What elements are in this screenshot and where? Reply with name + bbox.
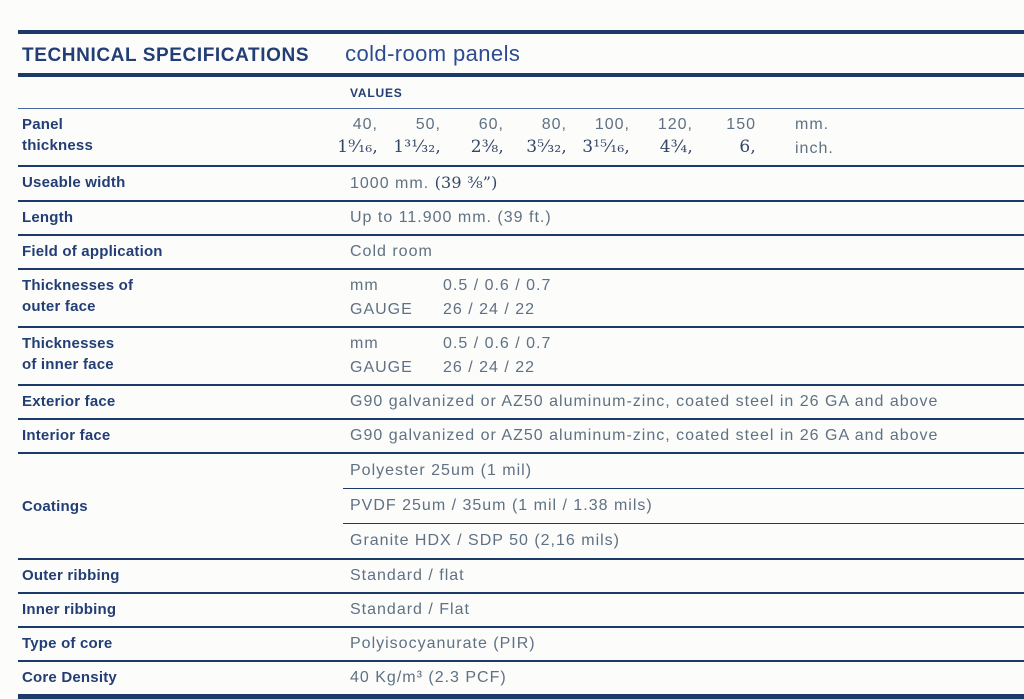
row-label: Inner ribbing [22,601,117,618]
values-column-header: VALUES [350,86,403,100]
thickness-mm: 80, [541,116,567,133]
face-value: 26 / 24 / 22 [443,301,536,318]
thickness-mm: 50, [415,116,441,133]
row-value [350,275,1024,320]
row-label: Thicknesses of inner face [22,335,115,373]
row-field-of-application [18,234,1024,268]
bottom-rule [18,694,1024,699]
row-length [18,200,1024,234]
row-label: Panel thickness [22,116,93,154]
thickness-inch: 3⁵⁄₃₂, [526,137,567,157]
row-label: Type of core [22,635,113,652]
row-label: Field of application [22,243,163,260]
row-value: Standard / flat [350,567,465,584]
row-useable-width [18,165,1024,200]
face-value: 26 / 24 / 22 [443,359,536,376]
thickness-inch: 2⅜, [470,137,504,157]
row-type-of-core [18,626,1024,660]
row-outer-ribbing [18,558,1024,592]
thickness-mm: 60, [478,116,504,133]
inner-face-grid [350,333,1024,378]
row-exterior-face [18,384,1024,418]
thickness-inch: 6, [739,137,756,157]
row-inner-ribbing [18,592,1024,626]
title-row [18,34,1024,73]
face-value: 0.5 / 0.6 / 0.7 [443,335,552,352]
coatings-options [343,454,1024,558]
row-value [337,114,1024,159]
row-inner-face-thickness [18,326,1024,384]
row-label: Useable width [22,174,126,191]
face-key: GAUGE [350,359,413,376]
useable-width-inch: (39 ⅜”) [434,173,498,192]
thickness-inch: 3¹⁵⁄₁₆, [582,137,630,157]
row-label: Length [22,209,74,226]
row-value [350,333,1024,378]
thickness-inch: 1³¹⁄₃₂, [393,137,441,157]
thickness-mm: 120, [657,116,693,133]
thickness-mm: 150 [726,116,756,133]
coating-option: Granite HDX / SDP 50 (2,16 mils) [343,523,1024,558]
row-label: Outer ribbing [22,567,120,584]
thickness-unit-inch: inch. [795,140,834,157]
thickness-mm: 40, [352,116,378,133]
spec-sheet [18,30,1024,699]
row-label: Exterior face [22,393,116,410]
row-label: Thicknesses of outer face [22,277,134,315]
row-value: Cold room [350,243,433,260]
outer-face-grid [350,275,1024,320]
row-value: Standard / Flat [350,601,470,618]
row-value: 40 Kg/m³ (2.3 PCF) [350,669,507,686]
face-key: GAUGE [350,301,413,318]
row-value: G90 galvanized or AZ50 aluminum-zinc, coated steel in 26 GA and above [350,427,939,444]
page-title: TECHNICAL SPECIFICATIONS [22,45,310,66]
face-value: 0.5 / 0.6 / 0.7 [443,277,552,294]
row-value: Polyisocyanurate (PIR) [350,635,536,652]
row-interior-face [18,418,1024,452]
thickness-mm: 100, [594,116,630,133]
thickness-inch: 4¾, [659,137,693,157]
row-outer-face-thickness [18,268,1024,326]
values-header-bar [18,77,1024,109]
page-subtitle: cold-room panels [345,41,521,66]
coating-option: PVDF 25um / 35um (1 mil / 1.38 mils) [343,488,1024,523]
thickness-inch: 1⁹⁄₁₆, [337,137,378,157]
face-key: mm [350,335,379,352]
thickness-unit-mm: mm. [795,116,830,133]
face-key: mm [350,277,379,294]
row-value: G90 galvanized or AZ50 aluminum-zinc, coated steel in 26 GA and above [350,393,939,410]
row-label: Interior face [22,427,111,444]
coating-option: Polyester 25um (1 mil) [350,462,533,479]
thickness-grid [337,114,1024,159]
row-value: 1000 mm. (39 ⅜”) [350,173,498,192]
row-label: Core Density [22,669,117,686]
row-label: Coatings [22,497,88,515]
row-panel-thickness [18,109,1024,165]
row-value: Up to 11.900 mm. (39 ft.) [350,209,552,226]
row-coatings [18,452,1024,558]
row-core-density [18,660,1024,694]
